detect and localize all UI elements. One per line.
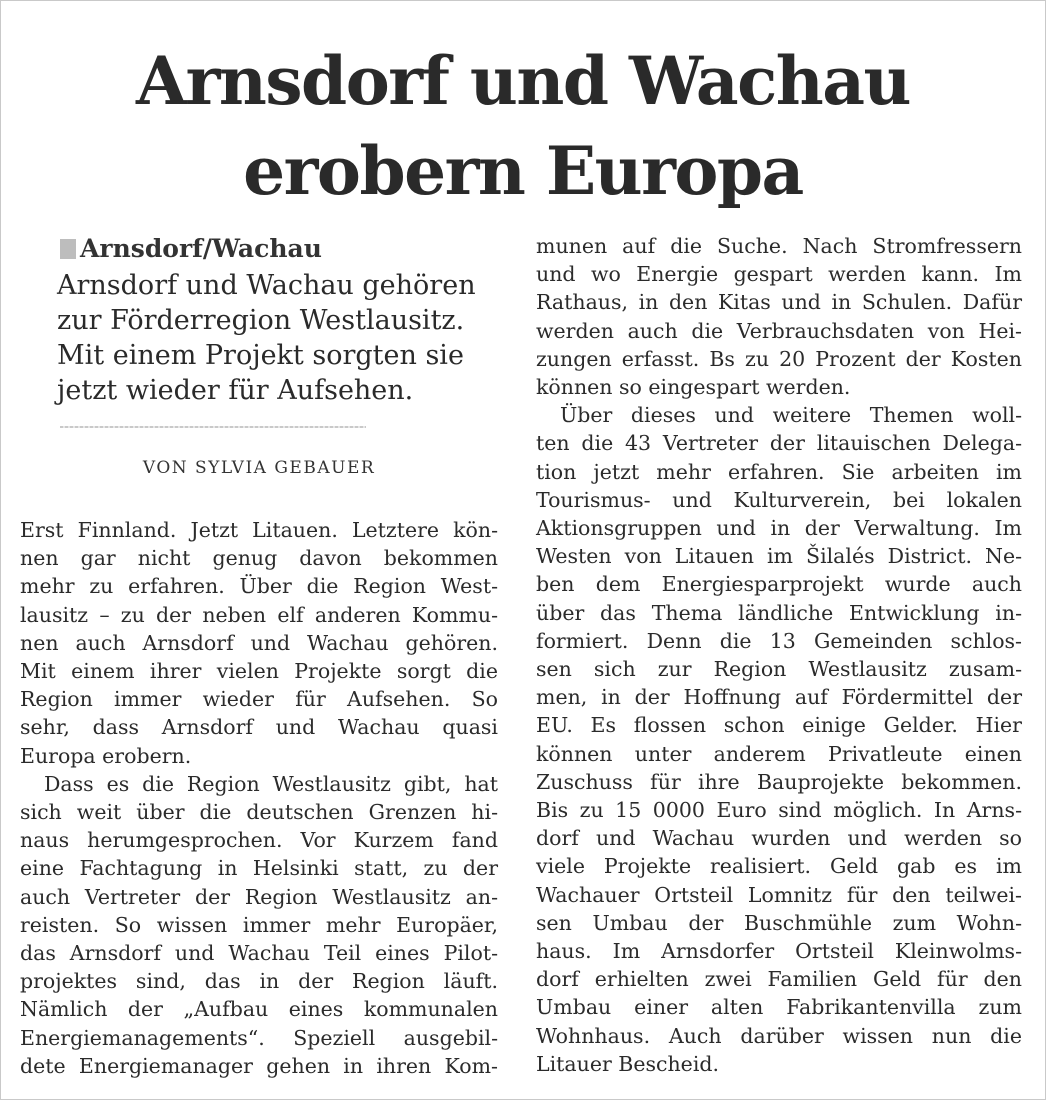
body-line: tion jetzt mehr erfahren. Sie arbeiten im [536,459,1022,484]
body-line: und wo Energie gespart werden kann. Im [536,262,1022,287]
body-line: Rathaus, in den Kitas und in Schulen. Dafür [536,290,1022,315]
headline [0,36,1046,216]
body-line: Nämlich der „Aufbau eines kommunalen [20,997,498,1022]
body-line: Wachauer Ortsteil Lomnitz für den teilwei- [536,882,1022,907]
dateline-marker [60,239,76,259]
body-line: Bis zu 15 0000 Euro sind möglich. In Arns- [536,798,1022,823]
body-line: munen auf die Suche. Nach Stromfressern [536,234,1022,258]
body-line: können so eingespart werden. [536,375,851,400]
body-line: über das Thema ländliche Entwicklung in- [536,600,1022,625]
body-line: ben dem Energiesparprojekt wurde auch [536,572,1022,597]
body-line: können unter anderem Privatleute einen [536,741,1022,766]
body-line: viele Projekte realisiert. Geld gab es im [536,854,1022,879]
headline-line-1: Arnsdorf und Wachau [135,42,911,120]
body-line: Energiemanagements“. Speziell ausgebil- [20,1025,498,1050]
body-line: Erst Finnland. Jetzt Litauen. Letztere kön- [20,518,498,542]
body-text-left [20,516,498,1080]
body-line: Region immer wieder für Aufsehen. So [20,687,498,712]
body-line: dorf erhielten zwei Familien Geld für den [536,967,1022,992]
body-text-right [536,232,1022,1078]
body-line: nen auch Arnsdorf und Wachau gehören. [20,630,498,655]
lead-line: Arnsdorf und Wachau gehören [57,270,476,301]
body-line: zungen erfasst. Bs zu 20 Prozent der Kosten [536,346,1022,371]
body-line: Litauer Bescheid. [536,1051,720,1076]
body-line: reisten. So wissen immer mehr Europäer, [20,912,498,937]
body-line: Zuschuss für ihre Bauprojekte bekommen. [536,769,1022,794]
body-line: Westen von Litauen im Šilalés District. Ne- [536,544,1022,569]
body-line: men, in der Hoffnung auf Fördermittel der [536,685,1022,710]
body-line: lausitz – zu der neben elf anderen Kommu- [20,602,498,627]
body-line: sen sich zur Region Westlausitz zusam- [536,657,1022,682]
lead-divider [60,426,366,428]
body-line: EU. Es flossen schon einige Gelder. Hier [536,713,1022,738]
body-line: das Arnsdorf und Wachau Teil eines Pilot- [20,941,498,966]
body-line: haus. Im Arnsdorfer Ortsteil Kleinwolms- [536,939,1022,964]
body-line: Mit einem ihrer vielen Projekte sorgt die [20,659,498,684]
lead-line: Mit einem Projekt sorgten sie [57,340,464,371]
body-line: sen Umbau der Buschmühle zum Wohn- [536,910,1022,935]
dateline [60,232,322,266]
body-line: Aktionsgruppen und in der Verwaltung. Im [536,516,1022,541]
headline-line-2: erobern Europa [243,132,803,210]
body-line: projektes sind, das in der Region läuft. [20,969,498,994]
body-line: Dass es die Region Westlausitz gibt, hat [44,771,498,796]
body-line: Umbau einer alten Fabrikantenvilla zum [536,995,1022,1020]
lead-line: jetzt wieder für Aufsehen. [57,375,414,406]
body-line: werden auch die Verbrauchsdaten von Hei- [536,318,1022,343]
body-line: formiert. Denn die 13 Gemeinden schlos- [536,628,1022,653]
body-line: Wohnhaus. Auch darüber wissen nun die [536,1023,1022,1048]
body-line: eine Fachtagung in Helsinki statt, zu der [20,856,498,881]
byline: VON SYLVIA GEBAUER [142,458,376,478]
body-line: dorf und Wachau wurden und werden so [536,826,1022,851]
body-line: sehr, dass Arnsdorf und Wachau quasi [20,715,498,740]
body-line: naus herumgesprochen. Vor Kurzem fand [20,828,498,853]
body-line: Über dieses und weitere Themen woll- [560,403,1022,428]
lead-line: zur Förderregion Westlausitz. [57,305,465,336]
body-line: sich weit über die deutschen Grenzen hi- [20,800,498,825]
body-line: Tourismus- und Kulturverein, bei lokalen [536,487,1022,512]
body-line: nen gar nicht genug davon bekommen [20,546,498,571]
lead-paragraph [57,268,487,408]
dateline-text: Arnsdorf/Wachau [80,234,322,263]
body-line: dete Energiemanager gehen in ihren Kom- [20,1053,498,1078]
body-line: Europa erobern. [20,743,192,768]
body-line: mehr zu erfahren. Über die Region West- [20,574,498,599]
body-line: ten die 43 Vertreter der litauischen Delega- [536,431,1022,456]
body-line: auch Vertreter der Region Westlausitz an- [20,884,498,909]
